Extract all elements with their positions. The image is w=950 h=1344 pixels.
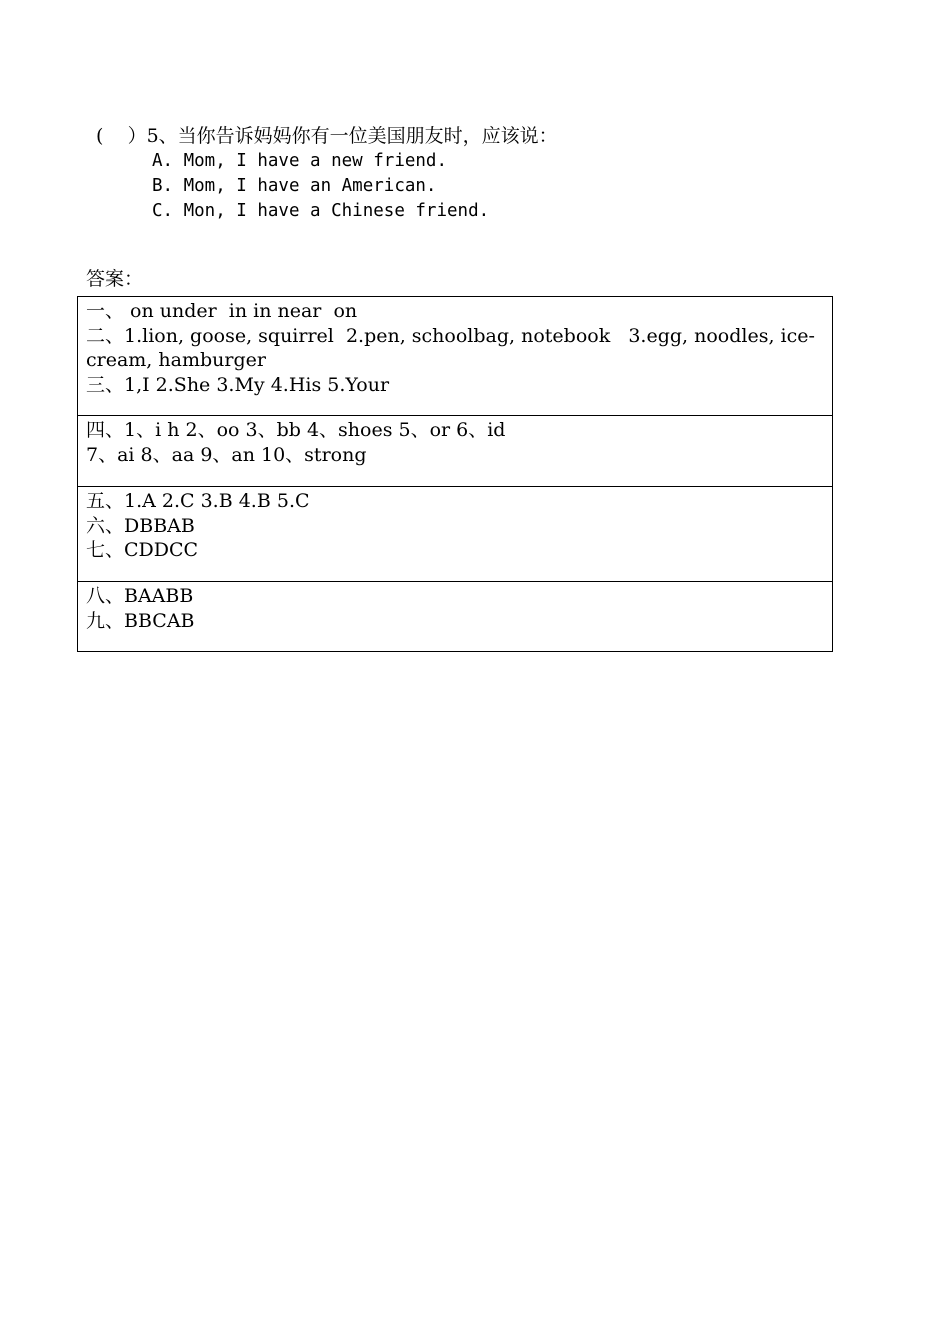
answer-line-section-4a: 四、1、i h 2、oo 3、bb 4、shoes 5、or 6、id xyxy=(86,419,506,441)
answer-row xyxy=(78,582,833,652)
answer-cell xyxy=(78,416,833,487)
answer-line-section-5: 五、1.A 2.C 3.B 4.B 5.C xyxy=(86,490,310,512)
answer-row xyxy=(78,297,833,416)
question-stem: ( ）5、当你告诉妈妈你有一位美国朋友时，应该说： xyxy=(96,125,558,147)
answer-key-title: 答案： xyxy=(86,268,144,290)
answer-line-section-7: 七、CDDCC xyxy=(86,539,199,562)
answer-line-section-6: 六、DBBAB xyxy=(86,514,195,537)
answer-line-section-1: 一、 on under in in near on xyxy=(86,300,358,322)
answer-key-table xyxy=(77,296,833,652)
option-b: B. Mom, I have an American. xyxy=(152,176,437,196)
answer-cell xyxy=(78,297,833,416)
option-a: A. Mom, I have a new friend. xyxy=(152,151,448,171)
option-c: C. Mon, I have a Chinese friend. xyxy=(152,201,490,221)
answer-line-section-2: 二、1.lion, goose, squirrel 2.pen, schoolbag, notebook 3.egg, noodles, ice-cream, hamburger xyxy=(86,324,815,372)
answer-row xyxy=(78,416,833,487)
answer-row xyxy=(78,487,833,582)
question-5 xyxy=(96,124,558,224)
answer-options xyxy=(96,149,558,224)
answer-line-section-9: 九、BBCAB xyxy=(86,609,195,632)
answer-line-section-3: 三、1,I 2.She 3.My 4.His 5.Your xyxy=(86,373,390,396)
answer-line-section-8: 八、BAABB xyxy=(86,585,194,607)
answer-line-section-4b: 7、ai 8、aa 9、an 10、strong xyxy=(86,443,367,466)
answer-cell xyxy=(78,487,833,582)
answer-cell xyxy=(78,582,833,652)
